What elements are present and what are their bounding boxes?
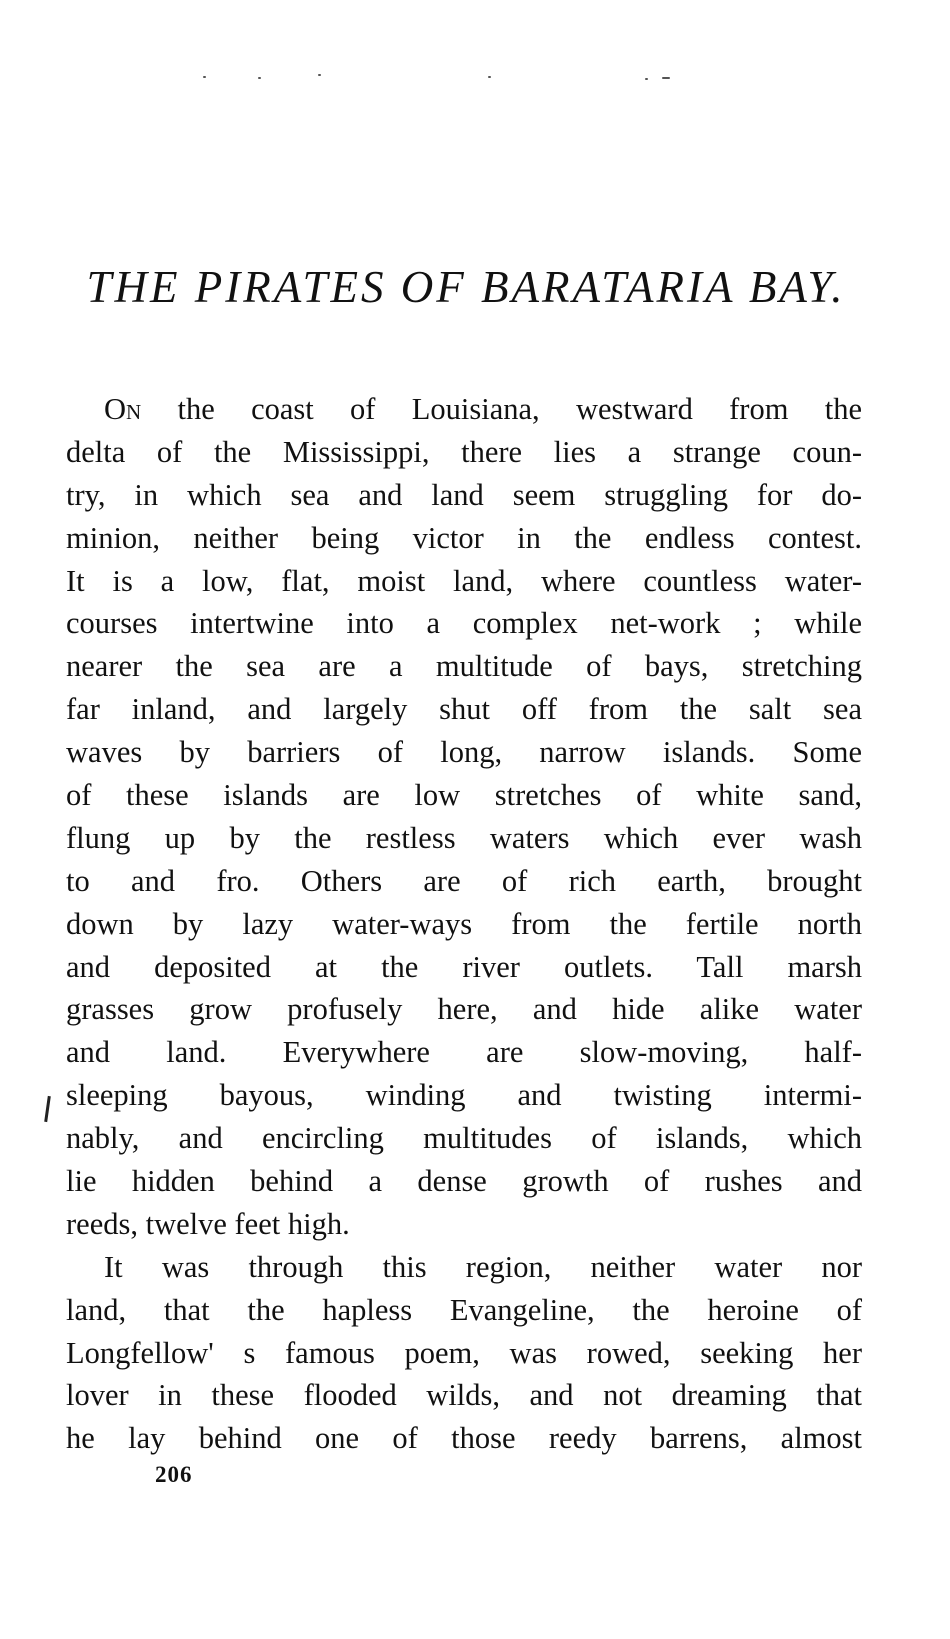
margin-mark — [44, 1096, 51, 1122]
speck — [203, 76, 206, 78]
text-line: of these islands are low stretches of white sand, — [66, 778, 862, 813]
text-line: lover in these flooded wilds, and not dreaming that — [66, 1378, 862, 1413]
page-number: 206 — [155, 1462, 193, 1487]
text-line: reeds, twelve feet high. — [66, 1206, 350, 1241]
speck — [258, 77, 261, 79]
drop-word: On — [104, 392, 142, 426]
speck — [662, 77, 670, 79]
text-line: flung up by the restless waters which ever wash — [66, 820, 862, 855]
text-line: On the coast of Louisiana, westward from the — [104, 392, 862, 426]
text-line: waves by barriers of long, narrow islands. Some — [66, 735, 862, 770]
text-line: try, in which sea and land seem struggling for do- — [66, 477, 862, 512]
text-line: down by lazy water-ways from the fertile north — [66, 906, 862, 941]
speck — [645, 78, 648, 80]
text-line: delta of the Mississippi, there lies a strange coun- — [66, 434, 862, 469]
text-line: nearer the sea are a multitude of bays, stretching — [66, 649, 862, 684]
text-line: he lay behind one of those reedy barrens, almost — [66, 1421, 862, 1456]
text-line: to and fro. Others are of rich earth, brought — [66, 863, 862, 898]
text-line: Longfellow' s famous poem, was rowed, seeking her — [66, 1335, 862, 1370]
body-text — [66, 388, 862, 1460]
text-line: courses intertwine into a complex net-work ; while — [66, 606, 862, 641]
text-line: far inland, and largely shut off from the salt sea — [66, 692, 862, 727]
print-specks — [0, 68, 950, 88]
text-line: minion, neither being victor in the endless contest. — [66, 520, 862, 555]
text-line: and deposited at the river outlets. Tall marsh — [66, 949, 862, 984]
text-line: lie hidden behind a dense growth of rushes and — [66, 1164, 862, 1199]
text-line: sleeping bayous, winding and twisting intermi- — [66, 1078, 862, 1113]
chapter-title: THE PIRATES OF BARATARIA BAY. — [86, 262, 846, 312]
text-line: grasses grow profusely here, and hide alike water — [66, 992, 862, 1027]
text-line: land, that the hapless Evangeline, the heroine of — [66, 1292, 862, 1327]
speck — [488, 76, 491, 78]
text-line: and land. Everywhere are slow-moving, half- — [66, 1035, 862, 1070]
text-line: It is a low, flat, moist land, where countless water- — [66, 563, 862, 598]
text-line: It was through this region, neither water nor — [104, 1249, 862, 1284]
speck — [318, 74, 321, 76]
text-line: nably, and encircling multitudes of islands, which — [66, 1121, 862, 1156]
